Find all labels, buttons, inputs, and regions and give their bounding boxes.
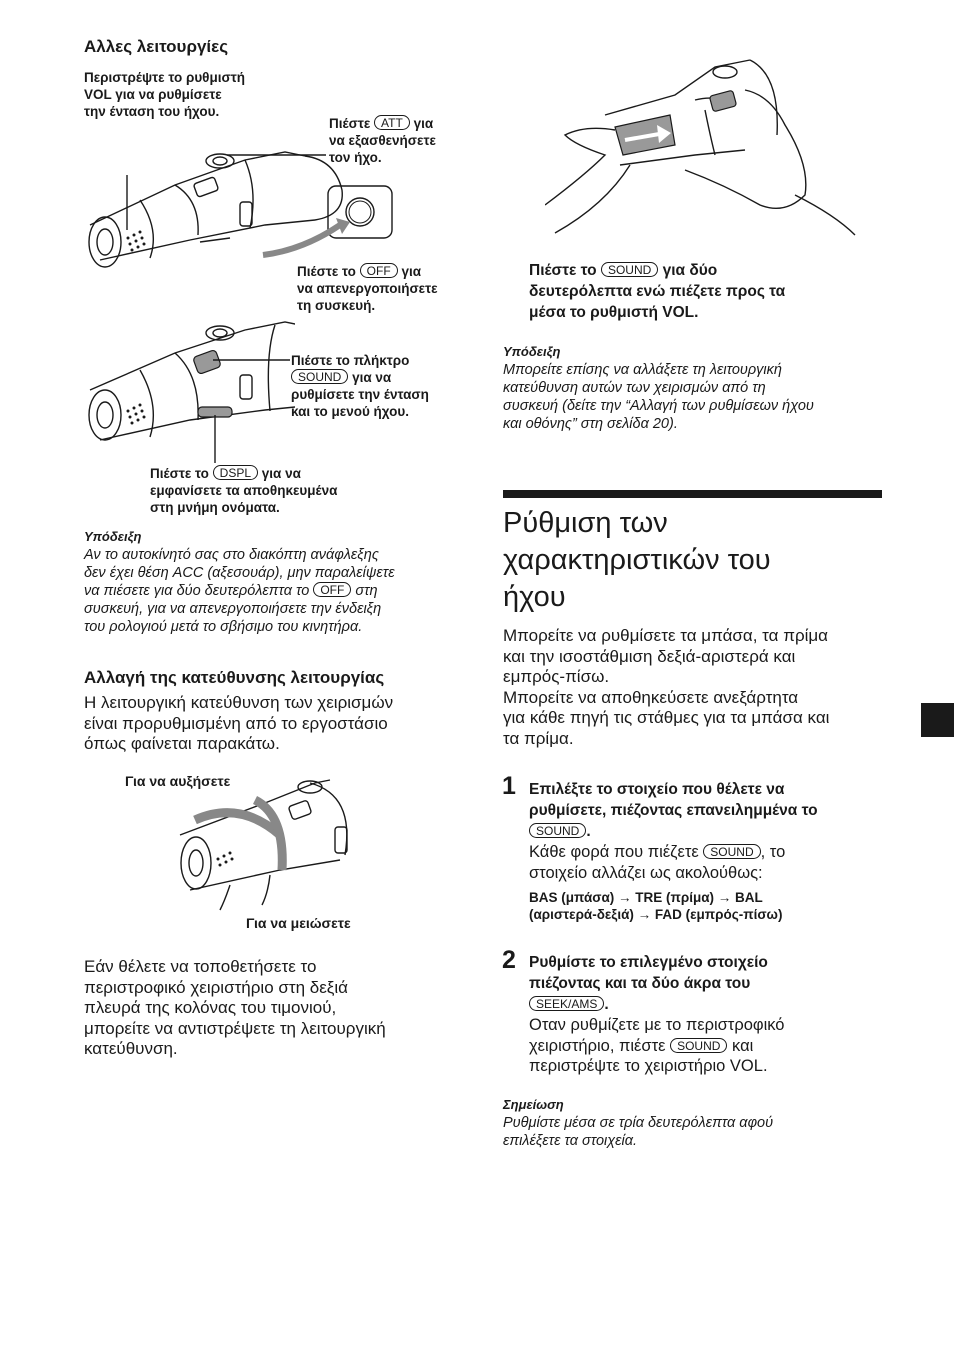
seek-ams-button-label: SEEK/AMS: [529, 996, 604, 1011]
caption-text: για: [401, 264, 421, 279]
text-line: όπως φαίνεται παρακάτω.: [84, 734, 280, 753]
step-line: και: [732, 1036, 754, 1055]
section-thumb-tab: [921, 703, 954, 737]
tip-line: συσκευή (δείτε την “Αλλαγή των ρυθμίσεων ήχου: [503, 398, 814, 414]
step-line: Επιλέξτε το στοιχείο που θέλετε να: [529, 781, 785, 798]
caption-line: στη μνήμη ονόματα.: [150, 500, 280, 515]
caption-text: Πιέστε το: [297, 264, 356, 279]
caption-text: για να: [352, 370, 392, 385]
hand-pressing-sound-illustration: [545, 55, 870, 240]
tip-text: [84, 546, 395, 636]
sequence-line: (αριστερά-δεξιά) → FAD (εμπρός-πίσω): [529, 907, 783, 922]
step-line: περιστρέψτε το χειριστήριο VOL.: [529, 1057, 768, 1075]
direction-paragraph: [84, 693, 393, 755]
step-line: Ρυθμίστε το επιλεγμένο στοιχείο: [529, 954, 768, 971]
text-line: εμπρός-πίσω.: [503, 667, 610, 686]
tip-line: Αν το αυτοκίνητό σας στο διακόπτη ανάφλεξης: [84, 547, 379, 563]
caption-line: εμφανίσετε τα αποθηκευμένα: [150, 483, 338, 498]
att-button-zoom-illustration: [258, 180, 398, 265]
sound-button-label: SOUND: [291, 369, 348, 384]
caption-off: [297, 263, 438, 314]
caption-line: να απενεργοποιήσετε: [297, 281, 438, 296]
dspl-button-label: DSPL: [213, 465, 258, 480]
tip-line: Μπορείτε επίσης να αλλάξετε τη λειτουργική: [503, 362, 782, 378]
text-line: κατεύθυνση.: [84, 1039, 178, 1058]
step-line: Κάθε φορά που πιέζετε: [529, 843, 699, 861]
caption-line: Περιστρέψτε το ρυθμιστή: [84, 70, 245, 85]
caption-line: να εξασθενήσετε: [329, 133, 436, 148]
tip-heading: Υπόδειξη: [84, 529, 142, 544]
label-increase: Για να αυξήσετε: [125, 773, 231, 789]
text-line: είναι προρυθμισμένη από το εργοστάσιο: [84, 713, 388, 733]
sound-button-label: SOUND: [529, 823, 586, 838]
caption-line: και το μενού ήχου.: [291, 404, 409, 419]
label-decrease: Για να μειώσετε: [246, 915, 351, 931]
tip-text-right: [503, 361, 814, 433]
note-text: [503, 1114, 773, 1150]
tip-line: κατεύθυνση αυτών των χειρισμών από τη: [503, 380, 766, 396]
att-button-label: ATT: [374, 115, 410, 130]
rotation-direction-illustration: [170, 775, 370, 920]
page-heading: [503, 505, 771, 616]
step-line: χειριστήριο, πιέστε: [529, 1036, 666, 1055]
intro-paragraph: [503, 626, 829, 749]
step-line: στοιχείο αλλάζει ως ακολούθως:: [529, 863, 763, 882]
text-line: πλευρά της κολόνας του τιμονιού,: [84, 998, 337, 1017]
caption-text: για να: [261, 466, 301, 481]
heading-line: χαρακτηριστικών του: [503, 544, 771, 576]
text-line: για κάθε πηγή τις στάθμες για τα μπάσα και: [503, 708, 830, 727]
rotary-commander-illustration-sound: [80, 315, 295, 465]
off-button-label: OFF: [313, 582, 351, 597]
tip-line: συσκευή, για να απενεργοποιήσετε την ένδειξη: [84, 601, 382, 617]
caption-line: VOL για να ρυθμίσετε: [84, 87, 222, 102]
caption-text: Πιέστε το: [529, 262, 597, 279]
caption-dspl: [150, 465, 337, 516]
tip-line: του ρολογιού μετά το σβήσιμο του κινητήρα.: [84, 619, 363, 635]
sound-button-label: SOUND: [703, 844, 760, 859]
caption-line: ρυθμίσετε την ένταση: [291, 387, 429, 402]
caption-text: για δύο: [662, 262, 718, 279]
text-line: και την ισοστάθμιση δεξιά-αριστερά και: [503, 646, 796, 666]
heading-rule: [503, 490, 882, 498]
note-line: Ρυθμίστε μέσα σε τρία δευτερόλεπτα αφού: [503, 1115, 774, 1131]
note-heading: Σημείωση: [503, 1097, 564, 1112]
text-line: μπορείτε να αντιστρέψετε τη λειτουργική: [84, 1018, 386, 1038]
text-line: τα πρίμα.: [503, 728, 574, 748]
caption-text: Πιέστε το: [150, 466, 209, 481]
caption-text: Πιέστε: [329, 116, 371, 131]
text-line: περιστροφικό χειριστήριο στη δεξιά: [84, 977, 349, 997]
caption-line: μέσα το ρυθμιστή VOL.: [529, 304, 699, 321]
hold-caption: [529, 260, 785, 323]
tip-line: να πιέσετε για δύο δευτερόλεπτα το: [84, 583, 310, 599]
caption-vol: [84, 69, 245, 120]
step-line: πιέζοντας και τα δύο άκρα του: [529, 975, 751, 992]
step-number-2: 2: [502, 946, 516, 974]
step-number-1: 1: [502, 772, 516, 800]
section-title-other-functions: Αλλες λειτουργίες: [84, 37, 229, 56]
step-line: Οταν ρυθμίζετε με το περιστροφικό: [529, 1016, 785, 1034]
caption-line: τη συσκευή.: [297, 298, 376, 313]
off-button-label: OFF: [360, 263, 398, 278]
heading-line: ήχου: [503, 581, 566, 613]
text-line: Μπορείτε να ρυθμίσετε τα μπάσα, τα πρίμα: [503, 626, 829, 645]
heading-line: Ρύθμιση των: [503, 507, 668, 539]
caption-text: για: [413, 116, 434, 131]
tip-line: και οθόνης” στη σελίδα 20).: [503, 416, 678, 432]
caption-sound: [291, 352, 429, 420]
text-line: Η λειτουργική κατεύθυνση των χειρισμών: [84, 693, 394, 712]
step-line: , το: [760, 843, 786, 861]
caption-line: την ένταση του ήχου.: [84, 104, 220, 119]
tip-line: δεν έχει θέση ACC (αξεσουάρ), μην παραλείψετε: [84, 565, 395, 581]
step-line: ρυθμίσετε, πιέζοντας επανειλημμένα το: [529, 802, 818, 819]
sound-button-label: SOUND: [670, 1038, 727, 1053]
caption-line: τον ήχο.: [329, 150, 382, 165]
note-line: επιλέξετε τα στοιχεία.: [503, 1133, 638, 1149]
text-line: Εάν θέλετε να τοποθετήσετε το: [84, 957, 317, 976]
direction-section-title: Αλλαγή της κατεύθυνσης λειτουργίας: [84, 668, 385, 687]
step-1: Επιλέξτε το στοιχείο που θέλετε να ρυθμίσετε, πιέζοντας επανειλημμένα το SOUND . Κάθε φορά που πιέζετε SOUND , το στοιχείο αλλάζει ως ακολούθως: BAS (μπάσα) → TRE (πρίμα) → BAL (αριστερά-δεξιά) → FAD (εμπρός-πίσω): [529, 781, 818, 922]
caption-line: δευτερόλεπτα ενώ πιέζετε προς τα: [529, 283, 786, 300]
step-2: Ρυθμίστε το επιλεγμένο στοιχείο πιέζοντας και τα δύο άκρα του SEEK/AMS . Οταν ρυθμίζετε με το περιστροφικό χειριστήριο, πιέστε SOUND και περιστρέψτε το χειριστήριο VOL.: [529, 954, 785, 1075]
tip-line: στη: [355, 583, 378, 599]
text-line: Μπορείτε να αποθηκεύσετε ανεξάρτητα: [503, 687, 799, 707]
sequence-line: BAS (μπάσα) → TRE (πρίμα) → BAL: [529, 890, 763, 905]
caption-line: Πιέστε το πλήκτρο: [291, 353, 410, 368]
mount-paragraph: [84, 957, 386, 1060]
sound-button-label: SOUND: [601, 262, 658, 277]
tip-heading-right: Υπόδειξη: [503, 344, 561, 359]
